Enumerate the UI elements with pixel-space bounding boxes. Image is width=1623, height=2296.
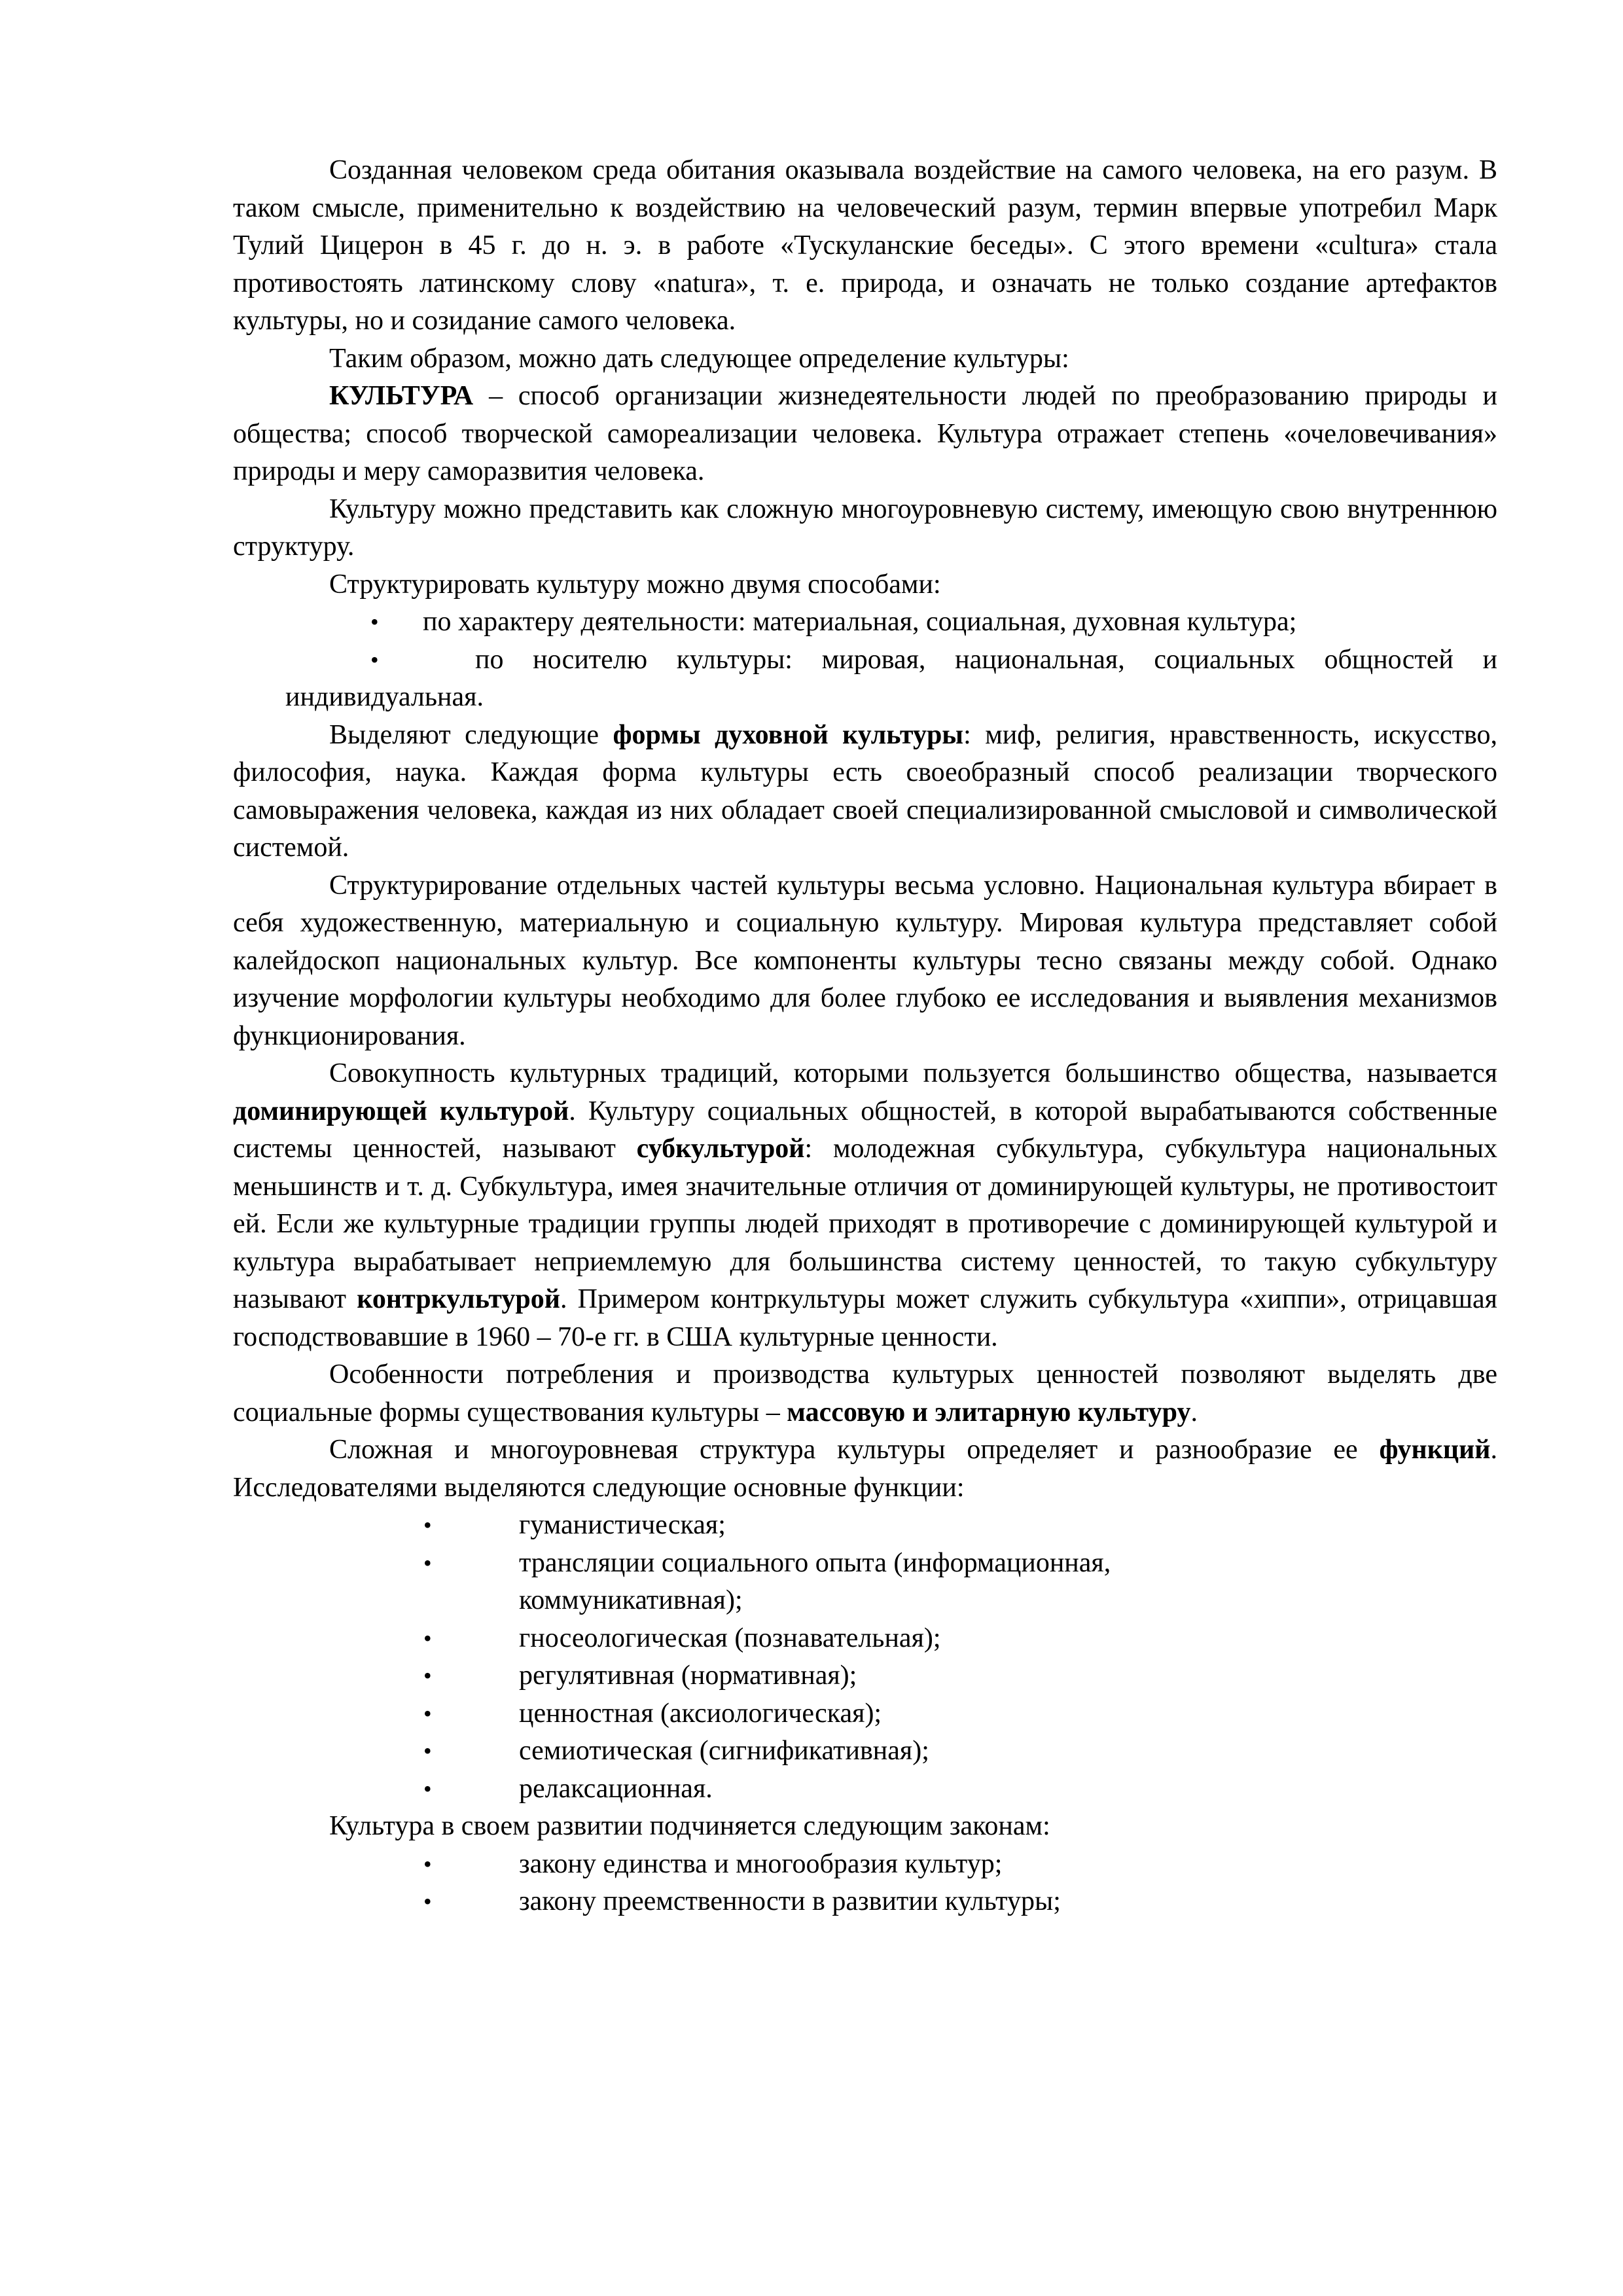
bullet-icon: • (423, 1775, 432, 1802)
term-counterculture: контркультурой (357, 1284, 560, 1314)
term-dominant-culture: доминирующей культурой (233, 1096, 569, 1126)
bullet-icon: • (370, 646, 379, 673)
list-item: • по характеру деятельности: материальная, социальная, духовная культура; (233, 603, 1497, 641)
paragraph-dominant-culture: Совокупность культурных традиций, которыми пользуется большинство общества, называется доминирующей культурой. Культуру социальных общностей, в которой вырабатываются собственные системы ценностей, называют субкультурой: молодежная субкультура, субкультура национальных меньшинств и т. д. Субкультура, имея значительные отличия от доминирующей культуры, не противостоит ей. Если же культурные традиции группы людей приходят в противоречие с доминирующей культурой и культура вырабатывает неприемлемую для большинства систему ценностей, то такую субкультуру называют контркультурой. Примером контркультуры может служить субкультура «хиппи», отрицавшая господствовавшие в 1960 – 70-е гг. в США культурные ценности. (233, 1058, 1497, 1352)
paragraph-spiritual-forms: Выделяют следующие формы духовной культуры: миф, религия, нравственность, искусство, философия, наука. Каждая форма культуры есть своеобразный способ реализации творческого самовыражения человека, каждая из них обладает своей специализированной смысловой и символической системой. (233, 719, 1498, 863)
term-spiritual-forms: формы духовной культуры (613, 719, 964, 750)
term-functions: функций (1379, 1435, 1491, 1465)
paragraph-definition-intro: Таким образом, можно дать следующее определение культуры: (329, 343, 1069, 374)
bullet-icon: • (423, 1624, 432, 1651)
paragraph-structuring-ways: Структурировать культуру можно двумя способами: (329, 569, 941, 600)
document-body (233, 152, 1497, 1921)
functions-list (233, 1507, 1497, 1808)
paragraph-laws-intro: Культура в своем развитии подчиняется следующим законам: (329, 1811, 1050, 1841)
paragraph-multilevel-system: Культуру можно представить как сложную многоуровневую систему, имеющую свою внутреннюю структуру. (233, 493, 1497, 562)
term-subculture: субкультурой (636, 1134, 805, 1164)
bullet-icon: • (423, 1738, 432, 1764)
list-item: • закону преемственности в развитии культуры; (233, 1883, 1497, 1921)
bullet-icon: • (423, 1512, 432, 1538)
paragraph-culture-definition: КУЛЬТУРА – способ организации жизнедеятельности людей по преобразованию природы и общества; способ творческой самореализации человека. Культура отражает степень «очеловечивания» природы и меру саморазвития человека. (233, 381, 1497, 486)
list-item: • трансляции социального опыта (информационная, коммуникативная); (233, 1545, 1497, 1620)
list-item: • релаксационная. (233, 1770, 1497, 1808)
list-item: • гносеологическая (познавательная); (233, 1620, 1497, 1658)
paragraph-functions: Сложная и многоуровневая структура культуры определяет и разнообразие ее функций. Исследователями выделяются следующие основные функции: (233, 1435, 1497, 1503)
bullet-icon: • (423, 1850, 432, 1877)
structure-list (233, 603, 1497, 717)
list-item: • закону единства и многообразия культур; (233, 1846, 1497, 1884)
paragraph-mass-elite: Особенности потребления и производства культурых ценностей позволяют выделять две социальные формы существования культуры – массовую и элитарную культуру. (233, 1359, 1497, 1427)
bullet-icon: • (423, 1549, 432, 1576)
paragraph-habitat: Созданная человеком среда обитания оказывала воздействие на самого человека, на его разум. В таком смысле, применительно к воздействию на человеческий разум, термин впервые употребил Марк Тулий Цицерон в 45 г. до н. э. в работе «Тускуланские беседы». С этого времени «cultura» стала противостоять латинскому слову «natura», т. е. природа, и означать не только создание артефактов культуры, но и созидание самого человека. (233, 155, 1497, 336)
laws-list (233, 1846, 1497, 1921)
bullet-icon: • (423, 1662, 432, 1689)
paragraph-structuring-conditional: Структурирование отдельных частей культуры весьма условно. Национальная культура вбирает в себя художественную, материальную и социальную культуру. Мировая культура представляет собой калейдоскоп национальных культур. Все компоненты культуры тесно связаны между собой. Однако изучение морфологии культуры необходимо для более глубоко ее исследования и выявления механизмов функционирования. (233, 870, 1497, 1051)
list-item: • регулятивная (нормативная); (233, 1657, 1497, 1695)
bullet-icon: • (423, 1700, 432, 1727)
term-culture: КУЛЬТУРА (329, 381, 474, 411)
list-item: • гуманистическая; (233, 1507, 1497, 1545)
term-mass-elite: массовую и элитарную культуру (787, 1397, 1191, 1427)
bullet-icon: • (370, 609, 379, 635)
bullet-icon: • (423, 1888, 432, 1914)
list-item: • по носителю культуры: мировая, национальная, социальных общностей и индивидуальная. (233, 641, 1497, 717)
list-item: • семиотическая (сигнификативная); (233, 1732, 1497, 1770)
list-item: • ценностная (аксиологическая); (233, 1695, 1497, 1733)
